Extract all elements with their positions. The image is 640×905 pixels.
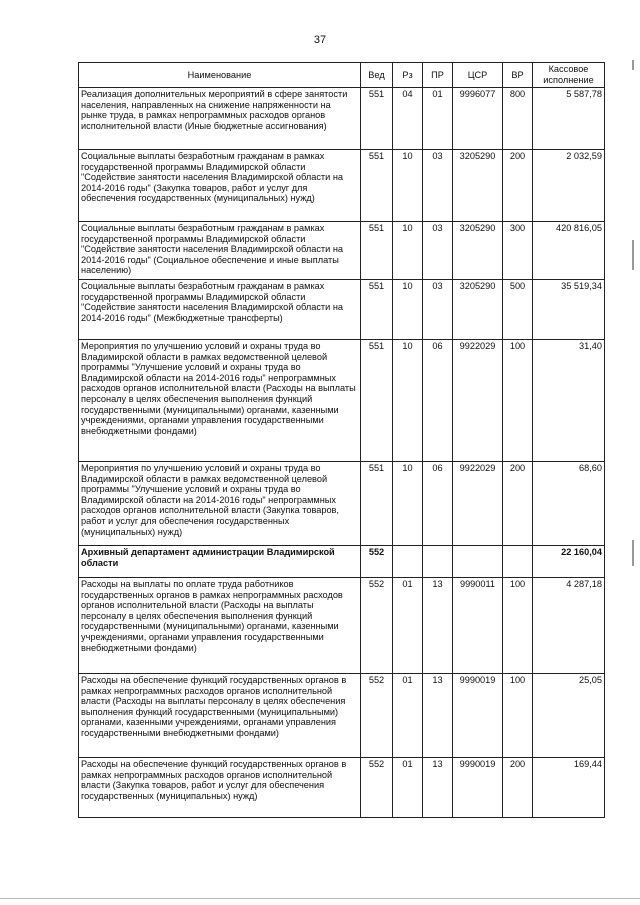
row-name: Социальные выплаты безработным гражданам в рамках государственной программы Владимирской области "Содействие занятости населения Владимирской области на 2014-2016 годы" (Социальное обеспечение и иные выплаты населению) xyxy=(79,222,361,280)
header-vr: ВР xyxy=(503,63,533,88)
row-amount: 169,44 xyxy=(533,758,605,818)
row-vr: 300 xyxy=(503,222,533,280)
row-rz: 10 xyxy=(393,462,423,546)
row-amount: 31,40 xyxy=(533,340,605,462)
header-csr: ЦСР xyxy=(453,63,503,88)
row-name: Реализация дополнительных мероприятий в сфере занятости населения, направленных на снижение напряженности на рынке труда, в рамках непрограммных расходов органов исполнительной власти (Иные бюджетные ассигнования) xyxy=(79,88,361,150)
scan-edge-mark xyxy=(632,240,634,270)
page-number: 37 xyxy=(313,34,327,46)
row-csr: 9990019 xyxy=(453,758,503,818)
row-name: Архивный департамент администрации Владимирской области xyxy=(79,546,361,578)
table-row-department-total xyxy=(79,546,605,578)
row-ved: 552 xyxy=(361,546,393,578)
row-ved: 552 xyxy=(361,758,393,818)
row-pr: 03 xyxy=(423,280,453,340)
table-row xyxy=(79,758,605,818)
row-rz: 01 xyxy=(393,674,423,758)
budget-execution-table xyxy=(78,62,605,818)
row-csr: 9922029 xyxy=(453,462,503,546)
row-csr: 9996077 xyxy=(453,88,503,150)
row-vr: 200 xyxy=(503,150,533,222)
header-pr: ПР xyxy=(423,63,453,88)
row-amount: 2 032,59 xyxy=(533,150,605,222)
table-header-row xyxy=(79,63,605,88)
row-ved: 552 xyxy=(361,578,393,674)
row-vr: 100 xyxy=(503,674,533,758)
table-row xyxy=(79,222,605,280)
row-rz: 01 xyxy=(393,758,423,818)
row-name: Социальные выплаты безработным гражданам в рамках государственной программы Владимирской области "Содействие занятости населения Владимирской области на 2014-2016 годы" (Межбюджетные трансферты) xyxy=(79,280,361,340)
row-name: Расходы на выплаты по оплате труда работников государственных органов в рамках непрограммных расходов органов исполнительной власти (Расходы на выплаты персоналу в целях обеспечения выполнения функций государственными (муниципальными) органами, казенными учреждениями, органами управления государственными внебюджетными фондами) xyxy=(79,578,361,674)
scan-edge-mark xyxy=(632,540,634,566)
row-pr: 03 xyxy=(423,222,453,280)
row-pr: 06 xyxy=(423,340,453,462)
header-name: Наименование xyxy=(79,63,361,88)
row-ved: 551 xyxy=(361,222,393,280)
row-vr: 100 xyxy=(503,578,533,674)
row-amount: 420 816,05 xyxy=(533,222,605,280)
row-vr: 100 xyxy=(503,340,533,462)
row-vr xyxy=(503,546,533,578)
row-csr: 3205290 xyxy=(453,150,503,222)
row-pr: 13 xyxy=(423,758,453,818)
row-rz: 10 xyxy=(393,222,423,280)
row-ved: 551 xyxy=(361,280,393,340)
row-ved: 551 xyxy=(361,150,393,222)
row-vr: 800 xyxy=(503,88,533,150)
row-rz: 10 xyxy=(393,150,423,222)
row-csr xyxy=(453,546,503,578)
row-amount: 5 587,78 xyxy=(533,88,605,150)
scan-edge-mark xyxy=(632,60,634,70)
row-csr: 9990019 xyxy=(453,674,503,758)
row-name: Мероприятия по улучшению условий и охраны труда во Владимирской области в рамках ведомственной целевой программы "Улучшение условий и охраны труда во Владимирской области на 2014-2016 годы" непрограммных расходов органов исполнительной власти (Закупка товаров, работ и услуг для обеспечения государственных (муниципальных) нужд) xyxy=(79,462,361,546)
row-vr: 200 xyxy=(503,758,533,818)
header-amount: Кассовое исполнение xyxy=(533,63,605,88)
row-rz: 04 xyxy=(393,88,423,150)
row-amount: 4 287,18 xyxy=(533,578,605,674)
table-row xyxy=(79,280,605,340)
table-row xyxy=(79,462,605,546)
row-pr: 01 xyxy=(423,88,453,150)
row-csr: 3205290 xyxy=(453,222,503,280)
row-amount: 25,05 xyxy=(533,674,605,758)
row-name: Расходы на обеспечение функций государственных органов в рамках непрограммных расходов органов исполнительной власти (Закупка товаров, работ и услуг для обеспечения государственных (муниципальных) нужд) xyxy=(79,758,361,818)
table-row xyxy=(79,150,605,222)
row-vr: 200 xyxy=(503,462,533,546)
header-rz: Рз xyxy=(393,63,423,88)
table-row xyxy=(79,578,605,674)
table-row xyxy=(79,88,605,150)
row-ved: 552 xyxy=(361,674,393,758)
row-rz: 01 xyxy=(393,578,423,674)
table-row xyxy=(79,340,605,462)
header-ved: Вед xyxy=(361,63,393,88)
row-vr: 500 xyxy=(503,280,533,340)
row-rz: 10 xyxy=(393,280,423,340)
scan-bottom-edge xyxy=(0,898,640,899)
row-rz xyxy=(393,546,423,578)
row-pr: 03 xyxy=(423,150,453,222)
row-rz: 10 xyxy=(393,340,423,462)
row-csr: 9922029 xyxy=(453,340,503,462)
table-row xyxy=(79,674,605,758)
row-ved: 551 xyxy=(361,340,393,462)
row-pr: 06 xyxy=(423,462,453,546)
row-name: Мероприятия по улучшению условий и охраны труда во Владимирской области в рамках ведомственной целевой программы "Улучшение условий и охраны труда во Владимирской области на 2014-2016 годы" непрограммных расходов органов исполнительной власти (Расходы на выплаты персоналу в целях обеспечения выполнения функций государственными (муниципальными) органами, казенными учреждениями, органами управления государственными внебюджетными фондами) xyxy=(79,340,361,462)
row-name: Социальные выплаты безработным гражданам в рамках государственной программы Владимирской области "Содействие занятости населения Владимирской области на 2014-2016 годы" (Закупка товаров, работ и услуг для обеспечения государственных (муниципальных) нужд) xyxy=(79,150,361,222)
row-csr: 3205290 xyxy=(453,280,503,340)
row-csr: 9990011 xyxy=(453,578,503,674)
row-amount: 35 519,34 xyxy=(533,280,605,340)
row-amount: 22 160,04 xyxy=(533,546,605,578)
row-ved: 551 xyxy=(361,88,393,150)
row-pr: 13 xyxy=(423,674,453,758)
row-ved: 551 xyxy=(361,462,393,546)
row-pr xyxy=(423,546,453,578)
row-name: Расходы на обеспечение функций государственных органов в рамках непрограммных расходов органов исполнительной власти (Расходы на выплаты персоналу в целях обеспечения выполнения функций государственными (муниципальными) органами, казенными учреждениями, органами управления государственными внебюджетными фондами) xyxy=(79,674,361,758)
row-pr: 13 xyxy=(423,578,453,674)
row-amount: 68,60 xyxy=(533,462,605,546)
